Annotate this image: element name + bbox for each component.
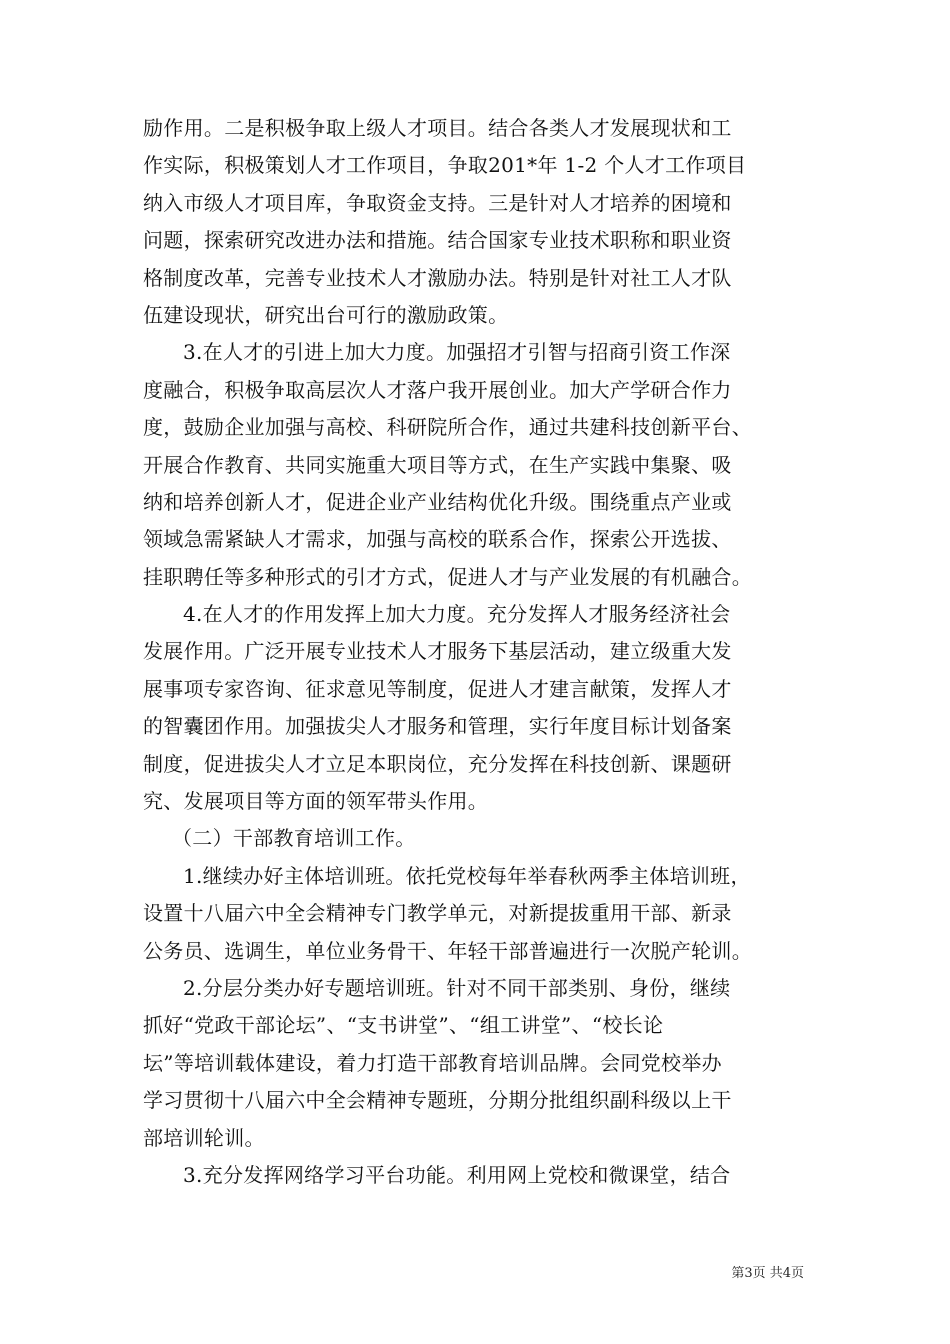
text-line: 纳和培养创新人才，促进企业产业结构优化升级。围绕重点产业或: [143, 489, 732, 514]
text-line: 伍建设现状，研究出台可行的激励政策。: [143, 302, 509, 327]
text-line: 制度，促进拔尖人才立足本职岗位，充分发挥在科技创新、课题研: [143, 751, 732, 776]
section-heading: （二）干部教育培训工作。: [172, 826, 416, 851]
text-line: 部培训轮训。: [143, 1125, 265, 1150]
text-line: 展事项专家咨询、征求意见等制度，促进人才建言献策，发挥人才: [143, 676, 732, 701]
text-line: 的智囊团作用。加强拔尖人才服务和管理，实行年度目标计划备案: [143, 714, 732, 739]
paragraph-start-line: 4.在人才的作用发挥上加大力度。充分发挥人才服务经济社会: [183, 602, 731, 627]
text-line: 格制度改革，完善专业技术人才激励办法。特别是针对社工人才队: [143, 265, 732, 290]
paragraph-start-line: 3.充分发挥网络学习平台功能。利用网上党校和微课堂，结合: [183, 1162, 731, 1187]
text-line: 学习贯彻十八届六中全会精神专题班，分期分批组织副科级以上干: [143, 1088, 732, 1113]
text-line: 抓好“党政干部论坛”、“支书讲堂”、“组工讲堂”、“校长论: [143, 1013, 664, 1038]
text-line: 问题，探索研究改进办法和措施。结合国家专业技术职称和职业资: [143, 228, 732, 253]
text-line: 作实际，积极策划人才工作项目，争取201*年 1-2 个人才工作项目: [143, 153, 747, 178]
text-line: 度融合，积极争取高层次人才落户我开展创业。加大产学研合作力: [143, 377, 732, 402]
document-body: [143, 110, 807, 1194]
text-line: 励作用。二是积极争取上级人才项目。结合各类人才发展现状和工: [143, 116, 732, 140]
paragraph-start-line: 3.在人才的引进上加大力度。加强招才引智与招商引资工作深: [183, 340, 731, 365]
text-line: 坛”等培训载体建设，着力打造干部教育培训品牌。会同党校举办: [143, 1050, 722, 1075]
text-line: 度，鼓励企业加强与高校、科研院所合作，通过共建科技创新平台、: [143, 415, 752, 440]
text-line: 设置十八届六中全会精神专门教学单元，对新提拔重用干部、新录: [143, 901, 732, 926]
text-line: 开展合作教育、共同实施重大项目等方式，在生产实践中集聚、吸: [143, 452, 732, 477]
text-line: 究、发展项目等方面的领军带头作用。: [143, 789, 489, 814]
text-line: 领域急需紧缺人才需求，加强与高校的联系合作，探索公开选拔、: [143, 527, 732, 552]
text-line: 发展作用。广泛开展专业技术人才服务下基层活动，建立级重大发: [143, 639, 732, 664]
text-line: 纳入市级人才项目库，争取资金支持。三是针对人才培养的困境和: [143, 190, 732, 215]
paragraph-start-line: 2.分层分类办好专题培训班。针对不同干部类别、身份，继续: [183, 975, 731, 1000]
text-line: 挂职聘任等多种形式的引才方式，促进人才与产业发展的有机融合。: [143, 564, 752, 589]
page-number: 第3页 共4页: [731, 1266, 804, 1281]
paragraph-start-line: 1.继续办好主体培训班。依托党校每年举春秋两季主体培训班，: [183, 863, 751, 888]
text-line: 公务员、选调生，单位业务骨干、年轻干部普遍进行一次脱产轮训。: [143, 938, 752, 963]
